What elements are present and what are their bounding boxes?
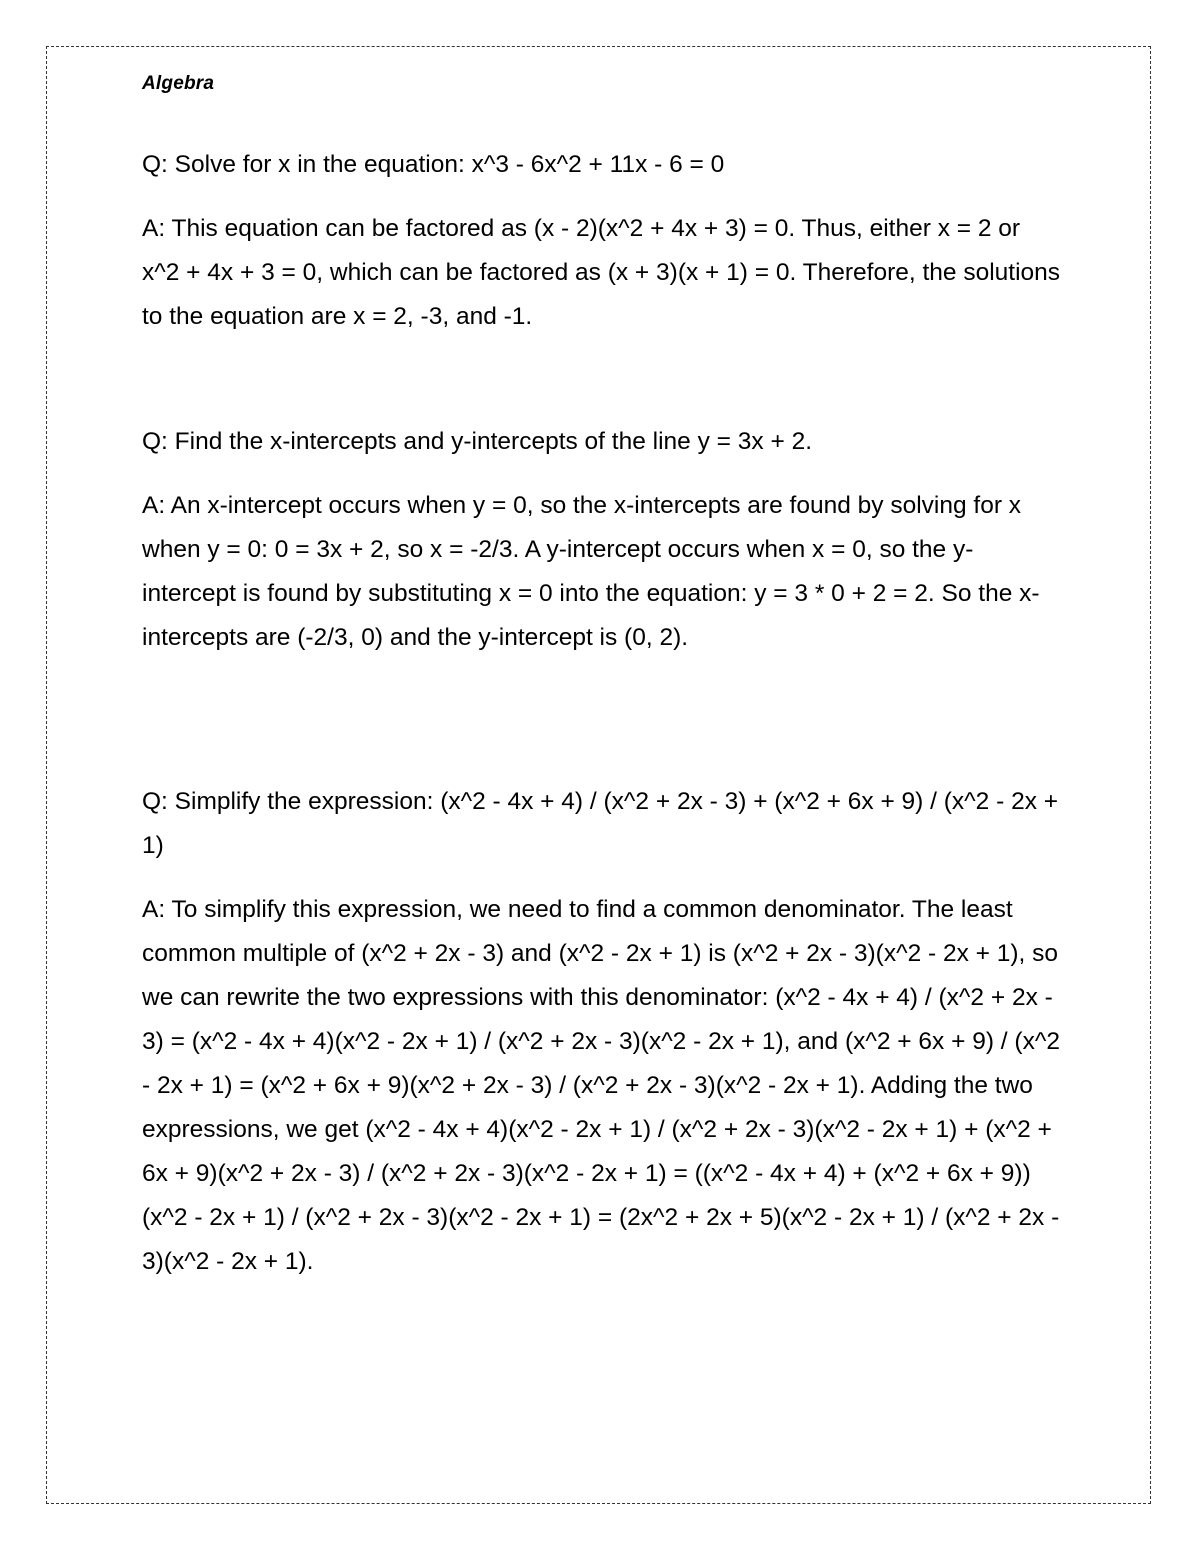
qa-item bbox=[142, 143, 1062, 339]
section-title: Algebra bbox=[142, 73, 215, 94]
question-text: Q: Find the x-intercepts and y-intercepts of the line y = 3x + 2. bbox=[142, 428, 813, 455]
answer-text: A: To simplify this expression, we need to find a common denominator. The least common multiple of (x^2 + 2x - 3) and (x^2 - 2x + 1) is (x^2 + 2x - 3)(x^2 - 2x + 1), so we can rewrite the two expressions with this denominator: (x^2 - 4x + 4) / (x^2 + 2x - 3) = (x^2 - 4x + 4)(x^2 - 2x + 1) / (x^2 + 2x - 3)(x^2 - 2x + 1), and (x^2 + 6x + 9) / (x^2 - 2x + 1) = (x^2 + 6x + 9)(x^2 + 2x - 3) / (x^2 + 2x - 3)(x^2 - 2x + 1). Adding the two expressions, we get (x^2 - 4x + 4)(x^2 - 2x + 1) / (x^2 + 2x - 3)(x^2 - 2x + 1) + (x^2 + 6x + 9)(x^2 + 2x - 3) / (x^2 + 2x - 3)(x^2 - 2x + 1) = ((x^2 - 4x + 4) + (x^2 + 6x + 9))(x^2 - 2x + 1) / (x^2 + 2x - 3)(x^2 - 2x + 1) = (2x^2 + 2x + 5)(x^2 - 2x + 1) / (x^2 + 2x - 3)(x^2 - 2x + 1). bbox=[142, 896, 1060, 1275]
qa-item bbox=[142, 420, 1062, 660]
question-text: Q: Simplify the expression: (x^2 - 4x + 4) / (x^2 + 2x - 3) + (x^2 + 6x + 9) / (x^2 - 2x + 1) bbox=[142, 788, 1059, 859]
answer-text: A: An x-intercept occurs when y = 0, so the x-intercepts are found by solving for x when y = 0: 0 = 3x + 2, so x = -2/3. A y-intercept occurs when x = 0, so the y-intercept is found by substituting x = 0 into the equation: y = 3 * 0 + 2 = 2. So the x-intercepts are (-2/3, 0) and the y-intercept is (0, 2). bbox=[142, 492, 1040, 651]
answer-text: A: This equation can be factored as (x - 2)(x^2 + 4x + 3) = 0. Thus, either x = 2 or x^2 + 4x + 3 = 0, which can be factored as (x + 3)(x + 1) = 0. Therefore, the solutions to the equation are x = 2, -3, and -1. bbox=[142, 215, 1061, 330]
question-text: Q: Solve for x in the equation: x^3 - 6x^2 + 11x - 6 = 0 bbox=[142, 151, 725, 178]
qa-item bbox=[142, 780, 1062, 1284]
